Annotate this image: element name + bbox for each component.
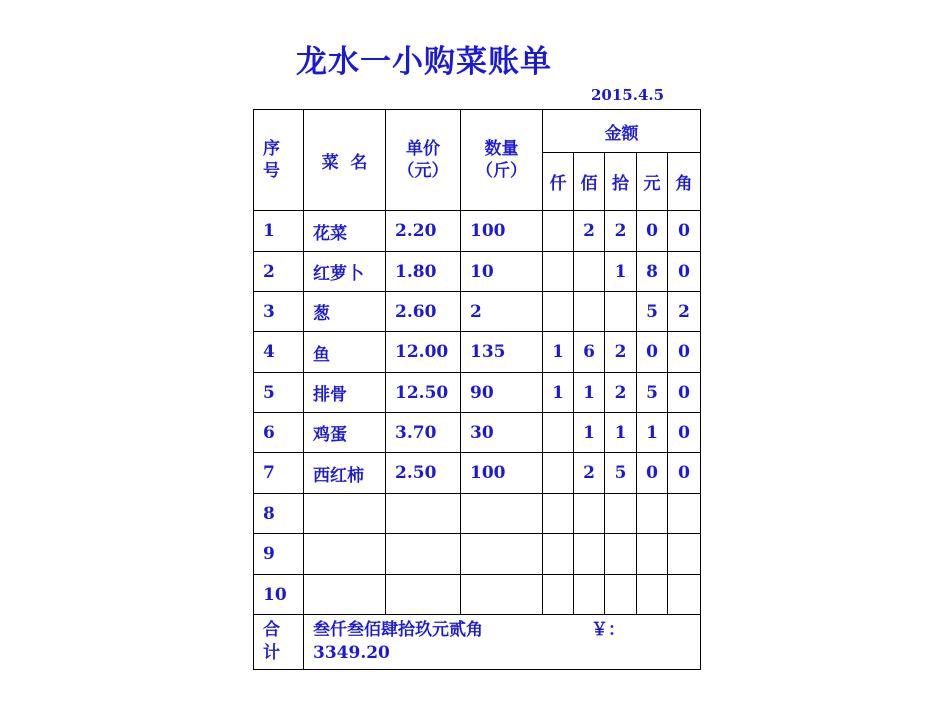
row-unit-price: 2.50 — [386, 453, 461, 494]
row-number: 5 — [254, 373, 304, 413]
row-digit-yuan — [637, 494, 668, 534]
row-quantity: 30 — [461, 413, 543, 453]
row-digit-yuan — [637, 534, 668, 575]
header-name-label: 菜 名 — [321, 152, 368, 173]
row-digit-qian: 1 — [543, 373, 574, 413]
row-digit-jiao: 0 — [668, 453, 701, 494]
row-digit-jiao: 0 — [668, 252, 701, 292]
row-quantity: 2 — [461, 292, 543, 332]
header-price-line1: 单价 — [406, 139, 440, 159]
row-quantity: 10 — [461, 252, 543, 292]
row-unit-price: 2.60 — [386, 292, 461, 332]
row-digit-shi — [605, 534, 637, 575]
row-item-name — [304, 575, 386, 615]
row-digit-yuan: 5 — [637, 373, 668, 413]
total-value — [304, 615, 701, 670]
row-unit-price: 12.00 — [386, 332, 461, 373]
header-amount: 金额 — [543, 110, 701, 153]
row-number: 2 — [254, 252, 304, 292]
row-unit-price: 1.80 — [386, 252, 461, 292]
row-digit-shi: 2 — [605, 211, 637, 252]
row-item-name: 西红柿 — [304, 453, 386, 494]
table-row — [254, 453, 701, 494]
row-unit-price: 12.50 — [386, 373, 461, 413]
row-digit-yuan: 8 — [637, 252, 668, 292]
row-digit-qian — [543, 413, 574, 453]
table-row — [254, 373, 701, 413]
table-row — [254, 252, 701, 292]
row-digit-qian — [543, 292, 574, 332]
row-quantity: 135 — [461, 332, 543, 373]
header-digit-shi: 拾 — [605, 153, 637, 211]
row-item-name: 鱼 — [304, 332, 386, 373]
table-row — [254, 332, 701, 373]
row-number: 7 — [254, 453, 304, 494]
row-digit-shi — [605, 292, 637, 332]
header-digit-yuan: 元 — [637, 153, 668, 211]
row-digit-bai — [574, 494, 605, 534]
row-digit-bai: 1 — [574, 413, 605, 453]
row-unit-price — [386, 534, 461, 575]
row-digit-yuan: 0 — [637, 453, 668, 494]
row-digit-shi — [605, 575, 637, 615]
row-item-name: 葱 — [304, 292, 386, 332]
row-digit-jiao: 2 — [668, 292, 701, 332]
yuan-symbol-label: ￥： — [591, 620, 625, 640]
row-digit-shi — [605, 494, 637, 534]
row-item-name: 排骨 — [304, 373, 386, 413]
row-digit-bai — [574, 292, 605, 332]
table-row — [254, 534, 701, 575]
row-number: 6 — [254, 413, 304, 453]
header-digit-jiao: 角 — [668, 153, 701, 211]
row-digit-jiao: 0 — [668, 373, 701, 413]
row-digit-shi: 2 — [605, 373, 637, 413]
row-number: 1 — [254, 211, 304, 252]
header-qty — [461, 110, 543, 211]
row-digit-bai — [574, 252, 605, 292]
row-digit-qian — [543, 534, 574, 575]
row-quantity: 90 — [461, 373, 543, 413]
total-label-line2: 计 — [263, 643, 280, 663]
header-digit-qian: 仟 — [543, 153, 574, 211]
row-digit-qian: 1 — [543, 332, 574, 373]
row-digit-bai: 2 — [574, 211, 605, 252]
table-row — [254, 494, 701, 534]
total-row — [254, 615, 701, 670]
row-item-name: 鸡蛋 — [304, 413, 386, 453]
total-label-line1: 合 — [263, 620, 280, 640]
row-digit-jiao — [668, 575, 701, 615]
row-number: 10 — [254, 575, 304, 615]
row-quantity: 100 — [461, 211, 543, 252]
row-item-name — [304, 494, 386, 534]
row-digit-qian — [543, 453, 574, 494]
header-seq-line2: 号 — [263, 161, 280, 181]
row-digit-jiao: 0 — [668, 211, 701, 252]
row-digit-yuan — [637, 575, 668, 615]
row-number: 3 — [254, 292, 304, 332]
row-item-name: 花菜 — [304, 211, 386, 252]
row-digit-shi: 1 — [605, 413, 637, 453]
row-number: 4 — [254, 332, 304, 373]
header-seq — [254, 110, 304, 211]
row-digit-bai: 6 — [574, 332, 605, 373]
bill-title: 龙水一小购菜账单 — [296, 44, 552, 80]
row-digit-qian — [543, 494, 574, 534]
row-number: 9 — [254, 534, 304, 575]
bill-date: 2015.4.5 — [591, 86, 665, 104]
table-row — [254, 413, 701, 453]
row-digit-shi: 2 — [605, 332, 637, 373]
total-label — [254, 615, 304, 670]
row-quantity — [461, 534, 543, 575]
header-qty-line2: （斤） — [476, 161, 527, 181]
bill-table — [253, 109, 701, 670]
row-digit-shi: 1 — [605, 252, 637, 292]
row-digit-qian — [543, 252, 574, 292]
row-digit-jiao: 0 — [668, 332, 701, 373]
row-quantity: 100 — [461, 453, 543, 494]
row-item-name — [304, 534, 386, 575]
total-amount-number: 3349.20 — [313, 643, 390, 663]
row-unit-price — [386, 575, 461, 615]
header-price — [386, 110, 461, 211]
table-row — [254, 575, 701, 615]
header-name — [304, 110, 386, 211]
row-digit-qian — [543, 575, 574, 615]
header-row — [254, 110, 701, 153]
header-digit-bai: 佰 — [574, 153, 605, 211]
row-digit-bai — [574, 534, 605, 575]
row-digit-yuan: 0 — [637, 332, 668, 373]
row-item-name: 红萝卜 — [304, 252, 386, 292]
row-digit-jiao: 0 — [668, 413, 701, 453]
total-amount-in-words: 叁仟叁佰肆拾玖元贰角 — [313, 620, 483, 640]
row-digit-bai: 2 — [574, 453, 605, 494]
row-unit-price — [386, 494, 461, 534]
row-quantity — [461, 575, 543, 615]
row-unit-price: 2.20 — [386, 211, 461, 252]
row-digit-qian — [543, 211, 574, 252]
table-row — [254, 292, 701, 332]
header-price-line2: （元） — [397, 161, 449, 181]
row-number: 8 — [254, 494, 304, 534]
row-digit-bai: 1 — [574, 373, 605, 413]
table-row — [254, 211, 701, 252]
row-digit-jiao — [668, 534, 701, 575]
row-digit-shi: 5 — [605, 453, 637, 494]
header-qty-line1: 数量 — [484, 139, 519, 159]
row-unit-price: 3.70 — [386, 413, 461, 453]
row-digit-jiao — [668, 494, 701, 534]
row-digit-yuan: 1 — [637, 413, 668, 453]
header-seq-line1: 序 — [263, 139, 280, 159]
row-digit-yuan: 5 — [637, 292, 668, 332]
row-quantity — [461, 494, 543, 534]
total-words-line — [313, 619, 700, 642]
row-digit-bai — [574, 575, 605, 615]
row-digit-yuan: 0 — [637, 211, 668, 252]
